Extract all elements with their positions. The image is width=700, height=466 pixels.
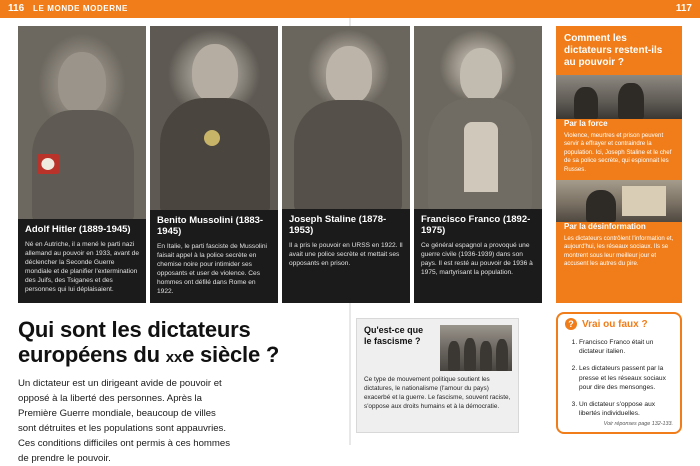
page-number-left: 116: [8, 3, 25, 14]
portrait-staline-photo: [282, 26, 410, 209]
page-number-right: 117: [675, 3, 692, 14]
dictator-caption-staline: [282, 209, 410, 303]
portrait-mussolini-photo: [150, 26, 278, 210]
dictator-caption-hitler: [18, 219, 146, 303]
answers-reference: Voir réponses page 132-133.: [603, 421, 673, 427]
article-body: Un dictateur est un dirigeant avide de pouvoir et opposé à la liberté des personnes. Après la Première Guerre mondiale, beaucoup de villes sont détruites et les populations sont appauvries. Ces conditions difficiles ont permis à ces hommes de prendre le pouvoir.: [18, 378, 231, 464]
dictator-name: Joseph Staline (1878-1953): [289, 214, 387, 236]
true-or-false-box: [556, 312, 682, 434]
right-box-section-1-text: Violence, meurtres et prison peuvent servir à effrayer et contraindre la population. Ici, Joseph Staline et le chef de sa police secrète, qui espionnait les Russes.: [564, 132, 672, 173]
dictator-description: Ce général espagnol a provoqué une guerre civile (1936-1939) dans son pays. Il est resté au pouvoir de 1936 à 1975, martyrisant la population.: [421, 241, 533, 277]
dictator-card-staline: [282, 26, 410, 303]
main-article: [18, 318, 340, 466]
right-box-section-2-heading: Par la désinformation: [564, 222, 646, 232]
dictator-name: Francisco Franco (1892-1975): [421, 214, 531, 236]
dictator-card-mussolini: [150, 26, 278, 303]
fascism-text: Ce type de mouvement politique soutient les dictatures, le nationalisme (l'amour du pays) exacerbé et la guerre. Le fascisme, souvent raciste, s'oppose aux droits humains et à la démocratie.: [364, 376, 511, 411]
how-dictators-stay-in-power-box: [556, 26, 682, 303]
dictator-name: Benito Mussolini (1883-1945): [157, 215, 264, 237]
dictator-description: Né en Autriche, il a mené le parti nazi allemand au pouvoir en 1933, avant de déclencher la Seconde Guerre mondiale et de planifier l'extermination des Juifs, des Tsiganes et des personnes qui lui déplaisaient.: [25, 240, 140, 294]
dictator-card-hitler: [18, 26, 146, 303]
page-title: [18, 318, 340, 367]
right-box-section-2-text: Les dictateurs contrôlent l'information et, aujourd'hui, les réseaux sociaux. Ils se montrent sous leur meilleur jour et accusent les autres du pire.: [564, 235, 674, 268]
photo-defile-fasciste: [440, 325, 512, 371]
question-mark-icon: ?: [565, 318, 577, 330]
list-item: 1. Francisco Franco était un dictateur italien.: [579, 338, 673, 356]
right-box-title: Comment les dictateurs restent-ils au pouvoir ?: [564, 33, 663, 68]
fascism-title: Qu'est-ce que le fascisme ?: [364, 325, 424, 346]
dictator-caption-franco: [414, 209, 542, 303]
page-title-century: xx: [165, 348, 183, 366]
page-header: [0, 0, 700, 18]
true-or-false-title: Vrai ou faux ?: [582, 319, 648, 330]
dictator-description: En Italie, le parti fasciste de Mussolini faisait appel à la police secrète en chemise noire pour intimider ses opposants et user de violence. Ces hommes ont défilé dans Rome en 1922.: [157, 242, 267, 296]
chapter-title: LE MONDE MODERNE: [33, 4, 128, 13]
list-item: 2. Les dictateurs passent par la presse et les réseaux sociaux pour dire des mensonges.: [579, 364, 673, 392]
dictator-description: Il a pris le pouvoir en URSS en 1922. Il avait une police secrète et mettait ses opposants en prison.: [289, 241, 403, 268]
page-title-line1: Qui sont les dictateurs: [18, 317, 251, 342]
true-or-false-list: [566, 338, 673, 427]
portrait-franco-photo: [414, 26, 542, 209]
dictator-name: Adolf Hitler (1889-1945): [25, 224, 131, 235]
photo-propagande: [556, 180, 682, 222]
list-item: 3. Un dictateur s'oppose aux libertés individuelles.: [579, 400, 673, 418]
page-title-line2-b: e siècle ?: [182, 341, 280, 367]
portrait-hitler-photo: [18, 26, 146, 219]
fascism-infobox: [356, 318, 519, 433]
right-box-section-1-heading: Par la force: [564, 119, 608, 128]
photo-violence-prison: [556, 75, 682, 119]
dictator-card-franco: [414, 26, 542, 303]
page-title-line2-a: européens du: [18, 341, 166, 367]
dictator-caption-mussolini: [150, 210, 278, 303]
